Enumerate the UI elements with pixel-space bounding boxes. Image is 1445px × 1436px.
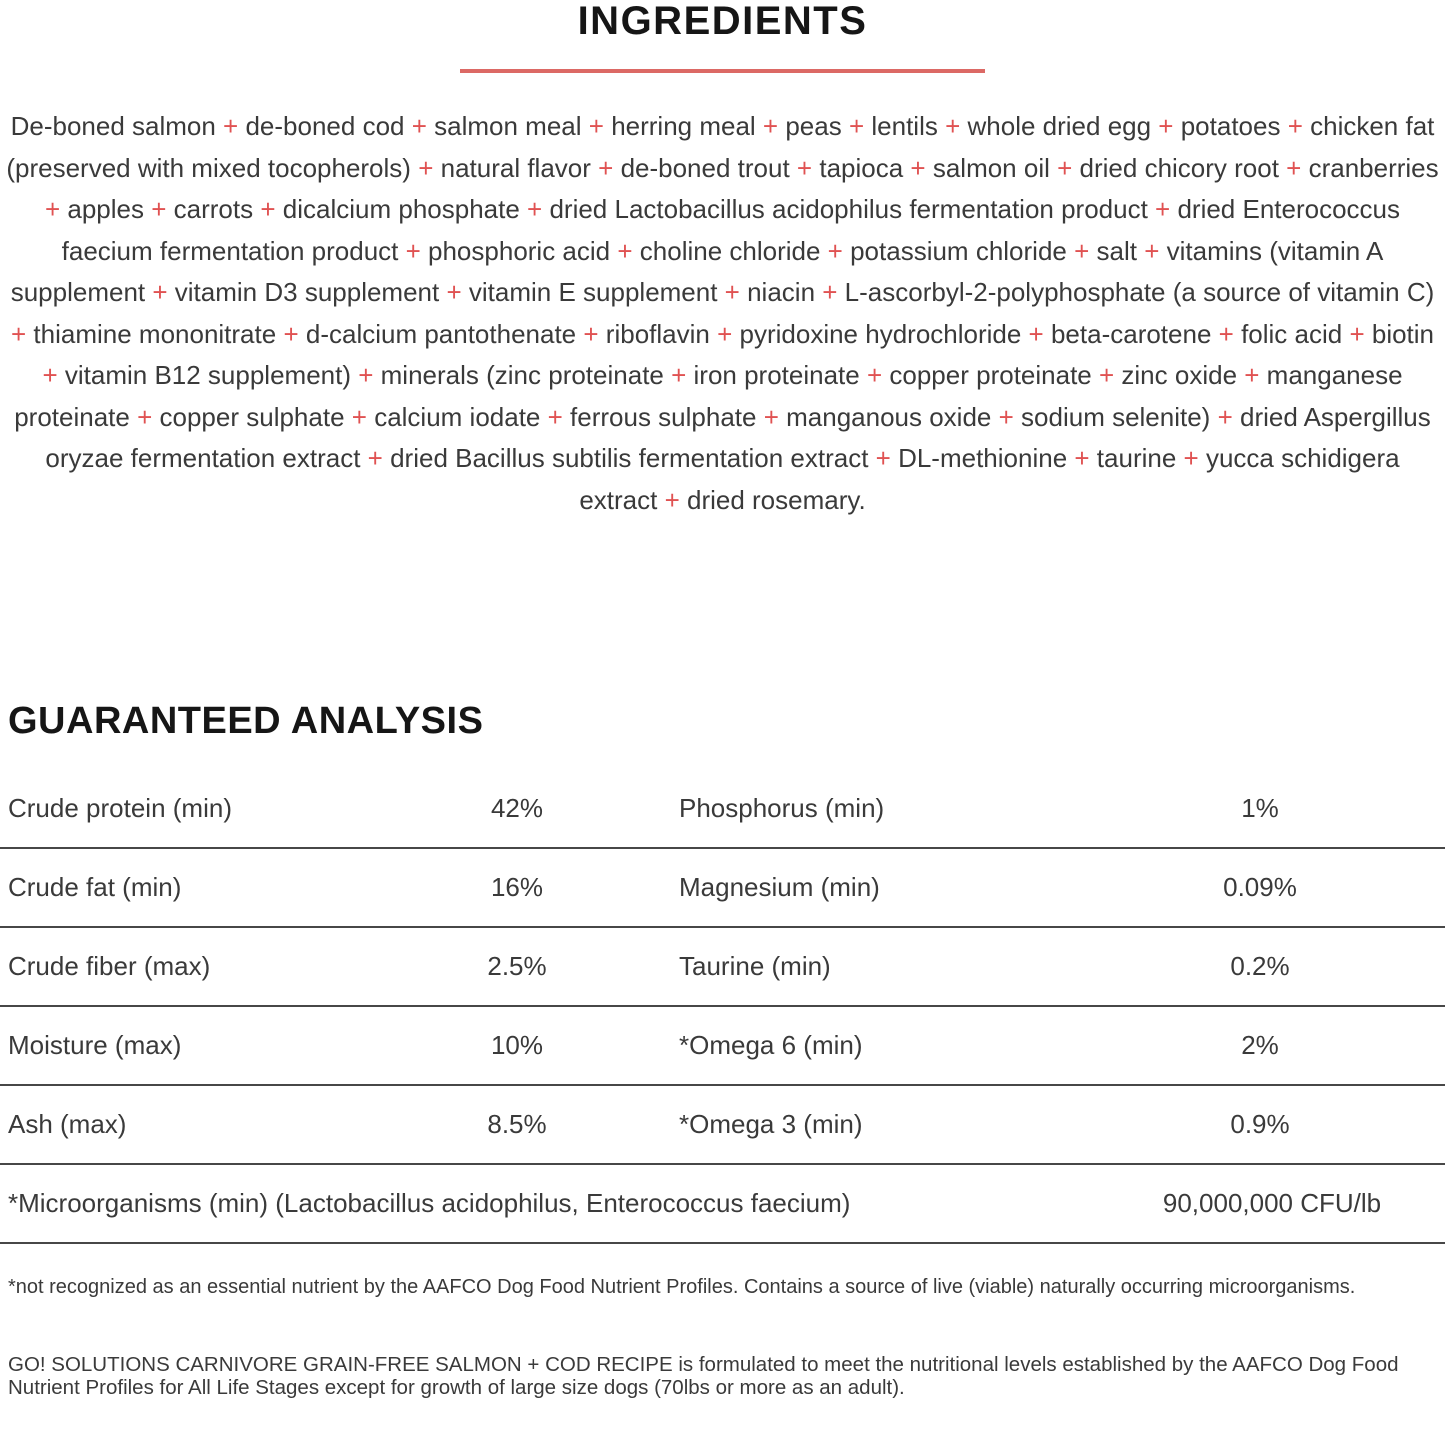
ingredient-item: choline chloride (639, 235, 821, 266)
analysis-label: Crude fat (min) (8, 872, 182, 902)
ingredient-item: iron proteinate (693, 360, 860, 390)
plus-separator: + (1237, 360, 1267, 390)
plus-separator: + (1210, 401, 1240, 432)
ingredient-item: yucca schidigera extract (579, 443, 1400, 515)
analysis-value: 2.5% (487, 951, 547, 981)
plus-separator: + (590, 152, 621, 183)
ingredient-item: salt (1096, 235, 1137, 266)
plus-separator: + (1136, 235, 1167, 266)
ingredient-item: beta-carotene (1050, 318, 1212, 349)
plus-separator: + (820, 235, 851, 266)
ingredients-heading: INGREDIENTS (577, 0, 868, 43)
plus-separator: + (576, 318, 606, 349)
analysis-value: 0.9% (1230, 1109, 1290, 1139)
plus-separator: + (519, 194, 550, 224)
plus-separator: + (868, 443, 899, 473)
asterisk-footnote: *not recognized as an essential nutrient by the AAFCO Dog Food Nutrient Profiles. Contains a source of live (viable) naturally occurring microorganisms. (8, 1276, 1356, 1298)
analysis-value: 1% (1241, 793, 1279, 823)
ingredient-item: vitamin E supplement (468, 277, 718, 307)
ingredient-item: herring meal (611, 111, 756, 141)
plus-separator: + (360, 443, 391, 473)
plus-separator: + (841, 111, 872, 141)
plus-separator: + (1067, 443, 1097, 473)
analysis-label: Moisture (max) (8, 1030, 182, 1060)
ingredient-item: dried Enterococcus faecium fermentation product (61, 194, 1401, 266)
ingredient-item: apples (67, 194, 145, 224)
plus-separator: + (1342, 318, 1372, 349)
plus-separator: + (129, 401, 160, 432)
ingredient-item: De-boned salmon (10, 111, 216, 141)
plus-separator: + (1278, 152, 1309, 183)
plus-separator: + (1021, 318, 1051, 349)
ingredient-item: tapioca (819, 152, 904, 183)
ingredient-item: thiamine mononitrate (33, 318, 277, 349)
ingredient-item: dried rosemary. (686, 484, 866, 515)
ingredient-item: riboflavin (605, 318, 710, 349)
ingredient-item: minerals (zinc proteinate (380, 360, 664, 390)
plus-separator: + (991, 401, 1022, 432)
plus-separator: + (410, 152, 441, 183)
plus-separator: + (215, 111, 246, 141)
ingredient-item: DL-methionine (898, 443, 1068, 473)
ingredient-item: dried Aspergillus oryzae fermentation extract (45, 401, 1431, 473)
analysis-row (0, 849, 1445, 928)
ingredient-item: salmon meal (434, 111, 582, 141)
ingredient-item: peas (785, 111, 842, 141)
ingredient-item: vitamin B12 supplement) (64, 360, 351, 390)
plus-separator: + (351, 360, 381, 390)
plus-separator: + (144, 194, 174, 224)
red-divider (460, 69, 985, 73)
analysis-value: 16% (490, 872, 544, 902)
plus-separator: + (1147, 194, 1178, 224)
plus-separator: + (404, 111, 435, 141)
ingredient-item: salmon oil (932, 152, 1050, 183)
plus-separator: + (42, 360, 65, 390)
analysis-label: *Omega 6 (min) (679, 1030, 863, 1060)
ingredient-item: carrots (173, 194, 254, 224)
ingredients-list (0, 106, 1445, 521)
analysis-label: *Omega 3 (min) (679, 1109, 863, 1139)
ingredient-item: biotin (1371, 318, 1435, 349)
analysis-value: 0.09% (1223, 872, 1297, 902)
guaranteed-analysis-heading: GUARANTEED ANALYSIS (8, 700, 484, 742)
plus-separator: + (1049, 152, 1080, 183)
analysis-label: Magnesium (min) (679, 872, 880, 902)
ingredient-item: sodium selenite) (1021, 401, 1211, 432)
analysis-label: Phosphorus (min) (679, 793, 885, 823)
plus-separator: + (756, 401, 787, 432)
plus-separator: + (789, 152, 820, 183)
ingredient-item: calcium iodate (374, 401, 541, 432)
ingredient-item: manganese proteinate (14, 360, 1403, 432)
analysis-value: 42% (490, 793, 544, 823)
ingredient-item: zinc oxide (1121, 360, 1238, 390)
analysis-row-microorganisms (0, 1165, 1445, 1244)
ingredient-item: vitamins (vitamin A supplement (10, 235, 1384, 307)
plus-separator: + (657, 484, 687, 515)
plus-separator: + (10, 318, 34, 349)
ingredient-item: dicalcium phosphate (282, 194, 520, 224)
plus-separator: + (815, 277, 845, 307)
plus-separator: + (1176, 443, 1206, 473)
ingredient-item: cranberries (1308, 152, 1439, 183)
plus-separator: + (1151, 111, 1181, 141)
analysis-label: *Microorganisms (min) (Lactobacillus acidophilus, Enterococcus faecium) (8, 1188, 851, 1218)
plus-separator: + (903, 152, 933, 183)
ingredient-item: folic acid (1241, 318, 1343, 349)
ingredient-item: lentils (871, 111, 938, 141)
plus-separator: + (610, 235, 640, 266)
ingredient-item: vitamin D3 supplement (174, 277, 440, 307)
ingredient-item: dried Bacillus subtilis fermentation extract (390, 443, 869, 473)
ingredient-item: copper sulphate (159, 401, 345, 432)
ingredient-item: manganous oxide (786, 401, 992, 432)
ingredient-item: pyridoxine hydrochloride (739, 318, 1022, 349)
plus-separator: + (1211, 318, 1242, 349)
plus-separator: + (581, 111, 612, 141)
plus-separator: + (717, 277, 748, 307)
plus-separator: + (439, 277, 469, 307)
ingredient-item: dried Lactobacillus acidophilus fermentation product (549, 194, 1148, 224)
ingredient-item: chicken fat (preserved with mixed tocopherols) (6, 111, 1435, 183)
plus-separator: + (145, 277, 175, 307)
ingredient-item: potatoes (1180, 111, 1281, 141)
analysis-value: 2% (1241, 1030, 1279, 1060)
analysis-label: Crude protein (min) (8, 793, 232, 823)
ingredient-item: de-boned trout (620, 152, 790, 183)
plus-separator: + (1066, 235, 1097, 266)
analysis-row (0, 1086, 1445, 1165)
ingredient-item: whole dried egg (967, 111, 1152, 141)
ingredient-item: niacin (747, 277, 816, 307)
analysis-row (0, 928, 1445, 1007)
plus-separator: + (344, 401, 375, 432)
plus-separator: + (398, 235, 429, 266)
analysis-value: 8.5% (487, 1109, 547, 1139)
ingredient-item: phosphoric acid (428, 235, 611, 266)
plus-separator: + (253, 194, 283, 224)
plus-separator: + (709, 318, 740, 349)
guaranteed-analysis-table (0, 770, 1445, 1244)
ingredient-item: ferrous sulphate (570, 401, 757, 432)
plus-separator: + (1280, 111, 1311, 141)
ingredient-item: L-ascorbyl-2-polyphosphate (a source of vitamin C) (844, 277, 1435, 307)
analysis-row (0, 1007, 1445, 1086)
analysis-label: Ash (max) (8, 1109, 127, 1139)
ingredient-item: potassium chloride (850, 235, 1067, 266)
plus-separator: + (859, 360, 890, 390)
ingredient-item: taurine (1096, 443, 1177, 473)
plus-separator: + (276, 318, 306, 349)
ingredient-item: natural flavor (440, 152, 591, 183)
ingredient-item: dried chicory root (1079, 152, 1279, 183)
plus-separator: + (663, 360, 694, 390)
analysis-value: 0.2% (1230, 951, 1290, 981)
ingredient-item: d-calcium pantothenate (305, 318, 577, 349)
plus-separator: + (540, 401, 571, 432)
analysis-label: Taurine (min) (679, 951, 831, 981)
plus-separator: + (44, 194, 68, 224)
analysis-value: 90,000,000 CFU/lb (1162, 1188, 1382, 1218)
plus-separator: + (1091, 360, 1122, 390)
analysis-label: Crude fiber (max) (8, 951, 211, 981)
aafco-statement: GO! SOLUTIONS CARNIVORE GRAIN-FREE SALMON + COD RECIPE is formulated to meet the nutritional levels established by the AAFCO Dog Food Nutrient Profiles for All Life Stages except for growth of large size dogs (70lbs or more as an adult). (8, 1353, 1399, 1399)
analysis-row (0, 770, 1445, 849)
plus-separator: + (755, 111, 786, 141)
ingredient-item: copper proteinate (889, 360, 1092, 390)
plus-separator: + (937, 111, 968, 141)
ingredient-item: de-boned cod (245, 111, 405, 141)
analysis-value: 10% (490, 1030, 544, 1060)
